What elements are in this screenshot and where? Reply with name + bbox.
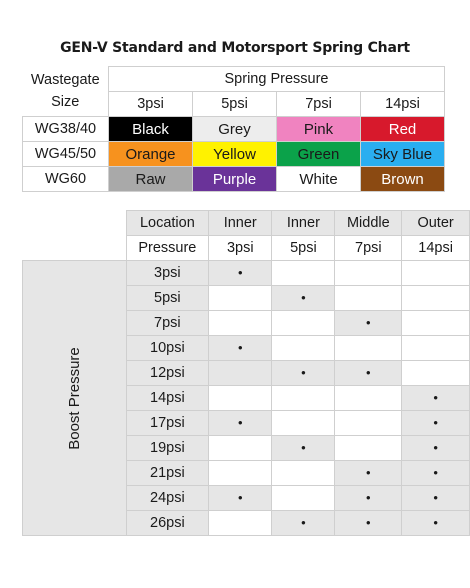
spring-color-swatch: Brown — [361, 167, 445, 192]
boost-pressure-table — [22, 210, 470, 536]
wastegate-label: Wastegate — [30, 72, 100, 89]
spring-location-cell — [402, 461, 470, 486]
spring-location-cell — [209, 386, 272, 411]
spring-dot-marker: • — [237, 490, 243, 505]
spring-location-cell — [335, 336, 402, 361]
spring-location-cell — [402, 286, 470, 311]
spring-dot-marker: • — [301, 290, 306, 305]
boost-psi-cell: 7psi — [126, 311, 209, 336]
spring-color-swatch: Sky Blue — [361, 142, 445, 167]
spring-location-cell — [209, 311, 272, 336]
boost-psi-cell: 19psi — [126, 436, 209, 461]
spring-color-swatch: Green — [277, 142, 361, 167]
spring-color-swatch: Purple — [193, 167, 277, 192]
spring-location-cell — [335, 386, 402, 411]
spring-dot-marker: • — [237, 340, 243, 355]
pressure-col-header: 3psi — [109, 92, 193, 117]
spring-location-cell — [402, 436, 470, 461]
wastegate-size-header — [23, 67, 109, 117]
boost-psi-cell: 3psi — [126, 261, 209, 286]
spring-location-cell — [209, 361, 272, 386]
spring-location-cell — [402, 336, 470, 361]
pressure-header: Pressure — [126, 236, 209, 261]
spring-dot-marker: • — [237, 265, 243, 280]
wastegate-size-cell: WG45/50 — [23, 142, 109, 167]
spring-location-cell — [272, 336, 335, 361]
spring-location-cell — [402, 386, 470, 411]
size-label: Size — [51, 94, 80, 111]
spring-location-cell — [209, 436, 272, 461]
spring-dot-marker: • — [366, 365, 371, 380]
spring-location-cell — [402, 361, 470, 386]
spring-dot-marker: • — [433, 490, 438, 505]
spring-dot-marker: • — [433, 440, 438, 455]
spring-location-cell — [272, 461, 335, 486]
spring-location-cell — [272, 411, 335, 436]
spring-location-cell — [272, 286, 335, 311]
boost-psi-cell: 17psi — [126, 411, 209, 436]
spring-dot-marker: • — [301, 440, 306, 455]
spring-location-cell — [209, 486, 272, 511]
spring-dot-marker: • — [366, 465, 371, 480]
boost-psi-cell: 5psi — [126, 286, 209, 311]
spring-location-cell — [335, 511, 402, 536]
pressure-col-header: 5psi — [193, 92, 277, 117]
spring-location-cell — [402, 486, 470, 511]
spring-color-swatch: Orange — [109, 142, 193, 167]
spring-dot-marker: • — [433, 465, 438, 480]
location-col-header: Inner — [272, 211, 335, 236]
spring-color-swatch: Raw — [109, 167, 193, 192]
spring-location-cell — [335, 286, 402, 311]
location-col-header: Outer — [402, 211, 470, 236]
spring-color-swatch: Black — [109, 117, 193, 142]
spring-row — [23, 167, 445, 192]
spring-color-swatch: Yellow — [193, 142, 277, 167]
spring-location-cell — [209, 336, 272, 361]
spring-location-cell — [402, 411, 470, 436]
spring-location-cell — [335, 311, 402, 336]
spring-dot-marker: • — [301, 365, 306, 380]
boost-psi-cell: 26psi — [126, 511, 209, 536]
spring-location-cell — [209, 461, 272, 486]
location-pressure-header: 7psi — [335, 236, 402, 261]
spring-location-cell — [209, 411, 272, 436]
spring-location-cell — [272, 361, 335, 386]
spring-color-swatch: Grey — [193, 117, 277, 142]
spring-dot-marker: • — [433, 390, 438, 405]
spring-location-cell — [335, 361, 402, 386]
chart-title: GEN-V Standard and Motorsport Spring Chart — [60, 40, 410, 56]
location-pressure-header: 3psi — [209, 236, 272, 261]
spring-location-cell — [335, 411, 402, 436]
spring-color-swatch: Pink — [277, 117, 361, 142]
spring-location-cell — [209, 511, 272, 536]
spring-dot-marker: • — [366, 515, 371, 530]
spring-location-cell — [335, 436, 402, 461]
boost-pressure-label: Boost Pressure — [65, 346, 83, 450]
boost-row — [23, 261, 470, 286]
spring-location-cell — [402, 261, 470, 286]
spring-dot-marker: • — [237, 415, 243, 430]
boost-psi-cell: 24psi — [126, 486, 209, 511]
boost-psi-cell: 14psi — [126, 386, 209, 411]
spring-location-cell — [335, 486, 402, 511]
spring-dot-marker: • — [433, 415, 438, 430]
spring-location-cell — [272, 386, 335, 411]
spring-location-cell — [402, 311, 470, 336]
spring-row — [23, 142, 445, 167]
boost-psi-cell: 12psi — [126, 361, 209, 386]
spring-location-cell — [272, 311, 335, 336]
location-col-header: Middle — [335, 211, 402, 236]
spring-color-rows — [23, 117, 445, 192]
spring-dot-marker: • — [301, 515, 306, 530]
location-pressure-header: 14psi — [402, 236, 470, 261]
spring-location-cell — [402, 511, 470, 536]
spring-dot-marker: • — [433, 515, 438, 530]
spring-location-cell — [209, 286, 272, 311]
boost-psi-cell: 10psi — [126, 336, 209, 361]
spring-location-cell — [272, 436, 335, 461]
pressure-col-header: 7psi — [277, 92, 361, 117]
spring-location-cell — [335, 261, 402, 286]
boost-rows — [23, 261, 470, 536]
spring-row — [23, 117, 445, 142]
spring-color-swatch: White — [277, 167, 361, 192]
spring-pressure-table — [22, 66, 445, 192]
wastegate-size-cell: WG38/40 — [23, 117, 109, 142]
spring-pressure-header: Spring Pressure — [109, 67, 445, 92]
location-pressure-header: 5psi — [272, 236, 335, 261]
spring-location-cell — [272, 486, 335, 511]
spring-location-cell — [272, 261, 335, 286]
spring-color-swatch: Red — [361, 117, 445, 142]
spring-location-cell — [335, 461, 402, 486]
boost-psi-cell: 21psi — [126, 461, 209, 486]
spring-location-cell — [272, 511, 335, 536]
spring-dot-marker: • — [366, 490, 371, 505]
spring-location-cell — [209, 261, 272, 286]
location-header: Location — [126, 211, 209, 236]
pressure-col-header: 14psi — [361, 92, 445, 117]
location-col-header: Inner — [209, 211, 272, 236]
spring-dot-marker: • — [366, 315, 371, 330]
wastegate-size-cell: WG60 — [23, 167, 109, 192]
boost-pressure-side-label — [23, 261, 127, 536]
